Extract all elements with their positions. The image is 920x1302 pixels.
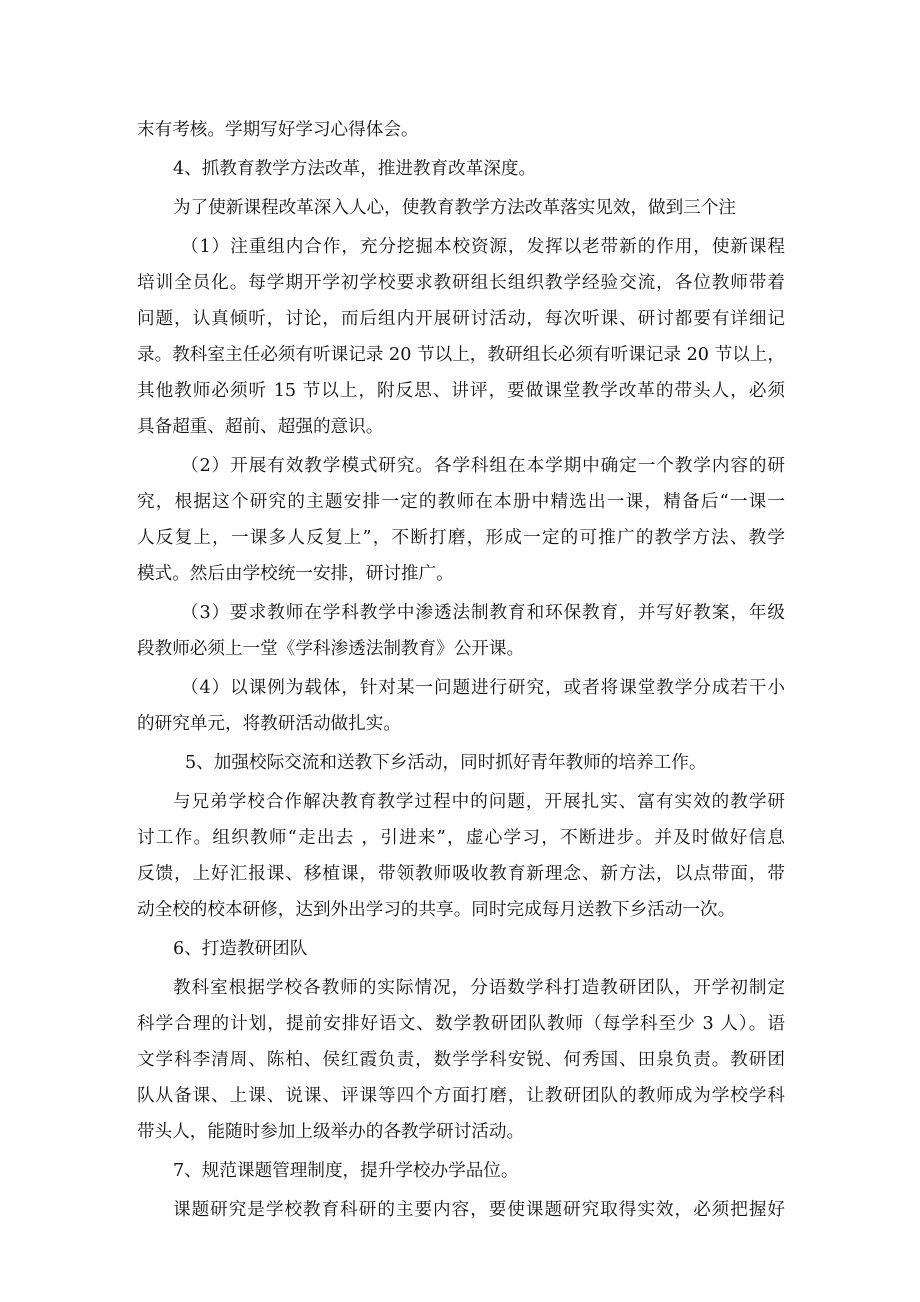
text-line: 录。教科室主任必须有听课记录 20 节以上，教研组长必须有听课记录 20 节以上， (137, 345, 785, 365)
text-line: 讨工作。组织教师“走出去 ，引进来”，虚心学习，不断进步。并及时做好信息 (137, 828, 785, 848)
text-line: 培训全员化。每学期开学初学校要求教研组长组织教学经验交流，各位教师带着 (137, 273, 785, 293)
section-heading-7: 7、规范课题管理制度，提升学校办学品位。 (173, 1161, 519, 1181)
section-heading-4: 4、抓教育教学方法改革，推进教育改革深度。 (173, 159, 537, 179)
text-line: 具备超重、超前、超强的意识。 (137, 417, 384, 437)
text-line: （4）以课例为载体，针对某一问题进行研究，或者将课堂教学分成若干小 (181, 678, 785, 698)
text-line: 动全校的校本研修，达到外出学习的共享。同时完成每月送教下乡活动一次。 (137, 900, 736, 920)
text-line: 其他教师必须听 15 节以上，附反思、讲评，要做课堂教学改革的带头人，必须 (137, 381, 785, 401)
text-line: （1）注重组内合作，充分挖掘本校资源，发挥以老带新的作用，使新课程 (181, 237, 785, 257)
text-line: 问题，认真倾听，讨论，而后组内开展研讨活动，每次听课、研讨都要有详细记 (137, 309, 785, 329)
text-line: 科学合理的计划，提前安排好语文、数学教研团队教师（每学科至少 3 人）。语 (137, 1014, 785, 1034)
text-line: 反馈，上好汇报课、移植课，带领教师吸收教育新理念、新方法，以点带面，带 (137, 864, 785, 884)
text-line: 究，根据这个研究的主题安排一定的教师在本册中精选出一课，精备后“一课一 (137, 492, 785, 512)
document-page (137, 112, 785, 1228)
text-line: 为了使新课程改革深入人心，使教育教学方法改革落实见效，做到三个注 (173, 198, 737, 218)
section-heading-5: 5、加强校际交流和送教下乡活动，同时抓好青年教师的培养工作。 (185, 753, 707, 773)
text-line: 段教师必须上一堂《学科渗透法制教育》公开课。 (137, 639, 525, 659)
text-line: 课题研究是学校教育科研的主要内容，要使课题研究取得实效，必须把握好 (173, 1200, 785, 1220)
text-line: 模式。然后由学校统一安排，研讨推广。 (137, 564, 454, 584)
text-line: 末有考核。学期写好学习心得体会。 (137, 120, 419, 140)
text-line: 带头人，能随时参加上级举办的各教学研讨活动。 (137, 1122, 525, 1142)
text-line: 队从备课、上课、说课、评课等四个方面打磨，让教研团队的教师成为学校学科 (137, 1086, 785, 1106)
section-heading-6: 6、打造教研团队 (173, 939, 308, 959)
text-line: 教科室根据学校各教师的实际情况，分语数学科打造教研团队，开学初制定 (173, 978, 785, 998)
text-line: 与兄弟学校合作解决教育教学过程中的问题，开展扎实、富有实效的教学研 (173, 792, 785, 812)
text-line: 的研究单元，将教研活动做扎实。 (137, 714, 401, 734)
text-line: 文学科李清周、陈柏、侯红霞负责，数学学科安锐、何秀国、田泉负责。教研团 (137, 1050, 785, 1070)
text-line: 人反复上，一课多人反复上”，不断打磨，形成一定的可推广的教学方法、教学 (137, 528, 785, 548)
text-line: （3）要求教师在学科教学中渗透法制教育和环保教育，并写好教案，年级 (181, 603, 785, 623)
text-line: （2）开展有效教学模式研究。各学科组在本学期中确定一个教学内容的研 (181, 456, 785, 476)
